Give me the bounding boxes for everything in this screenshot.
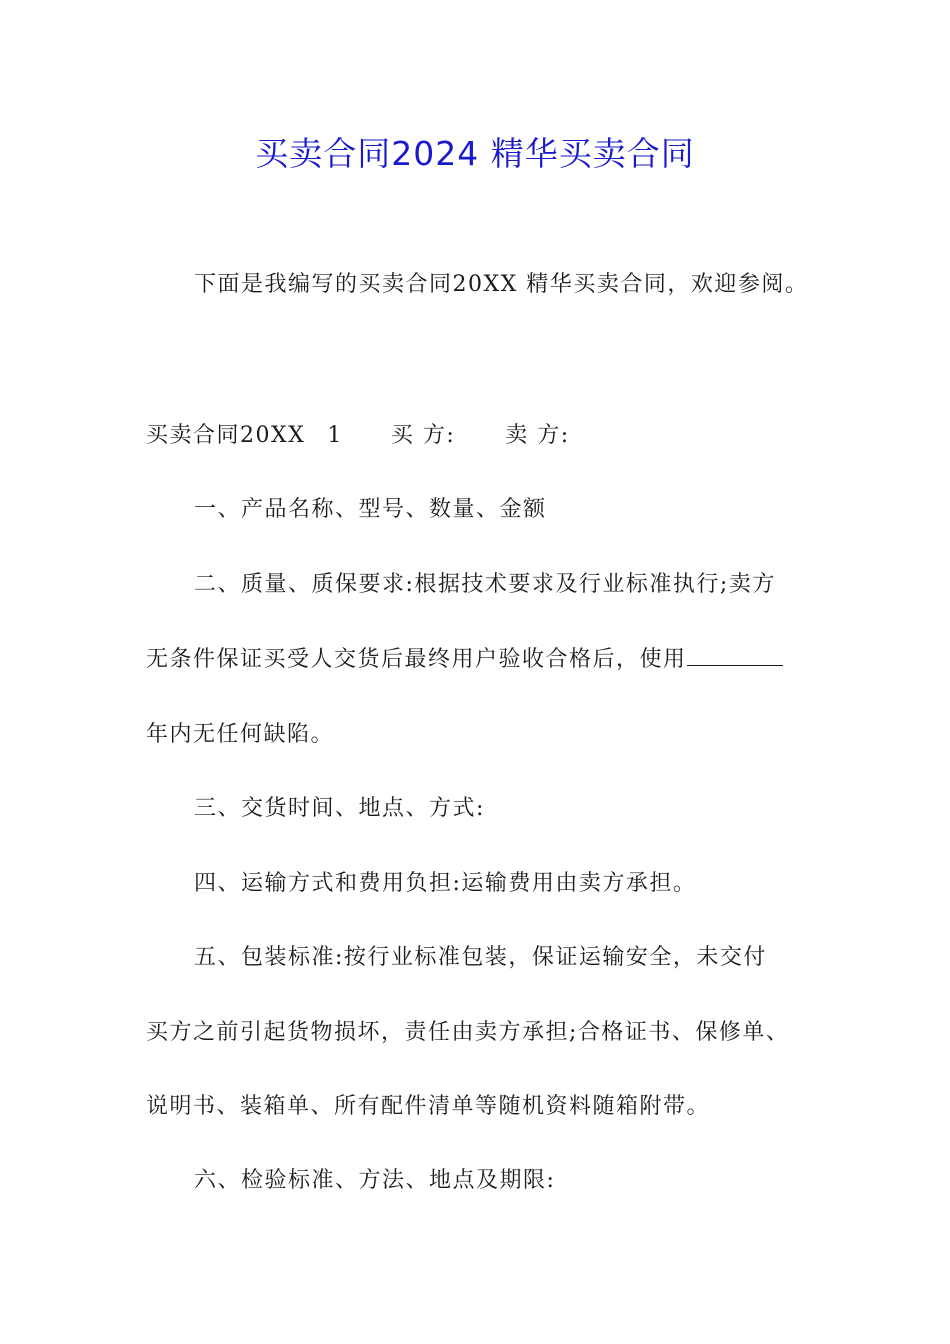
clause-5-line-1: 五、包装标准:按行业标准包装，保证运输安全，未交付: [194, 945, 767, 970]
clause-6: 六、检验标准、方法、地点及期限:: [194, 1168, 556, 1193]
seller-label: 卖 方:: [505, 423, 570, 448]
document-title: 买卖合同2024 精华买卖合同: [255, 134, 695, 173]
fill-in-blank: [687, 645, 783, 666]
clause-3: 三、交货时间、地点、方式:: [194, 796, 485, 821]
clause-2-line-2: [146, 645, 816, 675]
contract-number: 1: [327, 423, 343, 448]
intro-paragraph: 下面是我编写的买卖合同20XX 精华买卖合同，欢迎参阅。: [194, 272, 809, 297]
clause-1: 一、产品名称、型号、数量、金额: [194, 497, 547, 522]
clause-2-line-1: 二、质量、质保要求:根据技术要求及行业标准执行;卖方: [194, 572, 776, 597]
clause-4: 四、运输方式和费用负担:运输费用由卖方承担。: [194, 871, 697, 896]
buyer-label: 买 方:: [390, 423, 456, 448]
contract-label: 买卖合同20XX: [146, 423, 306, 448]
contract-header-line: [146, 421, 816, 451]
clause-2-line-3: 年内无任何缺陷。: [146, 722, 335, 747]
clause-2-text: 无条件保证买受人交货后最终用户验收合格后，使用: [146, 647, 687, 672]
clause-5-line-2: 买方之前引起货物损坏，责任由卖方承担;合格证书、保修单、: [146, 1020, 790, 1045]
clause-5-line-3: 说明书、装箱单、所有配件清单等随机资料随箱附带。: [146, 1094, 711, 1119]
